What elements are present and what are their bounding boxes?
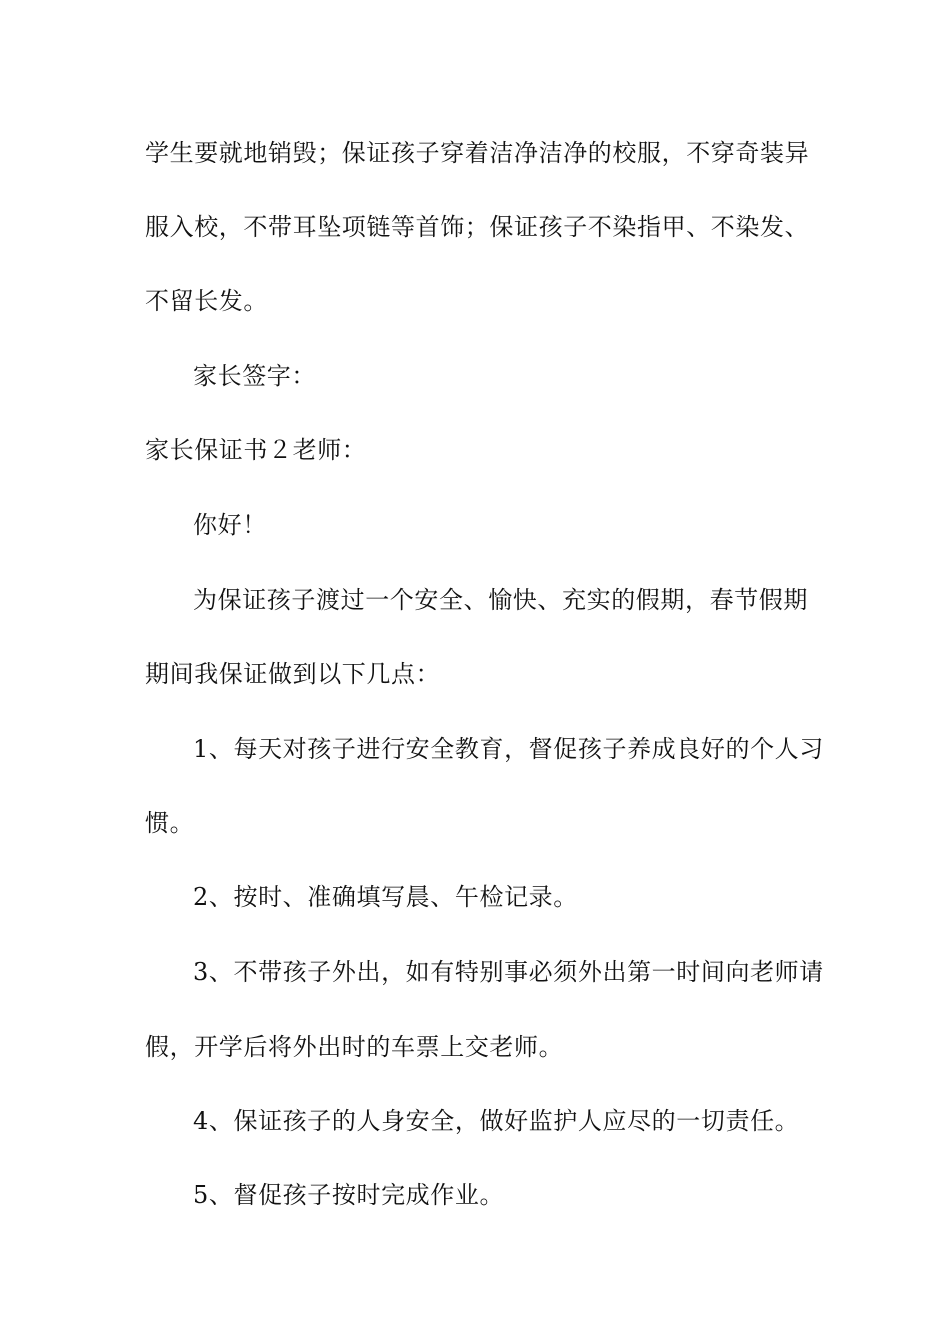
list-item-2: 2、按时、准确填写晨、午检记录。 bbox=[193, 883, 578, 911]
list-item-3: 3、不带孩子外出，如有特别事必须外出第一时间向老师请 bbox=[193, 958, 824, 986]
greeting: 你好！ bbox=[193, 511, 267, 539]
body-text-line: 期间我保证做到以下几点： bbox=[145, 660, 441, 688]
list-item-5: 5、督促孩子按时完成作业。 bbox=[193, 1181, 505, 1209]
list-item-1-continued: 惯。 bbox=[145, 809, 195, 837]
body-text-line: 不留长发。 bbox=[145, 287, 268, 315]
body-text-line: 服入校，不带耳坠项链等首饰；保证孩子不染指甲、不染发、 bbox=[145, 213, 810, 241]
list-item-1: 1、每天对孩子进行安全教育，督促孩子养成良好的个人习 bbox=[193, 735, 824, 763]
parent-signature-label: 家长签字： bbox=[193, 362, 316, 390]
body-text-line: 学生要就地销毁；保证孩子穿着洁净洁净的校服，不穿奇装异 bbox=[145, 139, 810, 167]
list-item-4: 4、保证孩子的人身安全，做好监护人应尽的一切责任。 bbox=[193, 1107, 800, 1135]
list-item-3-continued: 假，开学后将外出时的车票上交老师。 bbox=[145, 1033, 564, 1061]
body-text-line: 为保证孩子渡过一个安全、愉快、充实的假期，春节假期 bbox=[193, 586, 808, 614]
section-heading: 家长保证书２老师： bbox=[145, 436, 367, 464]
